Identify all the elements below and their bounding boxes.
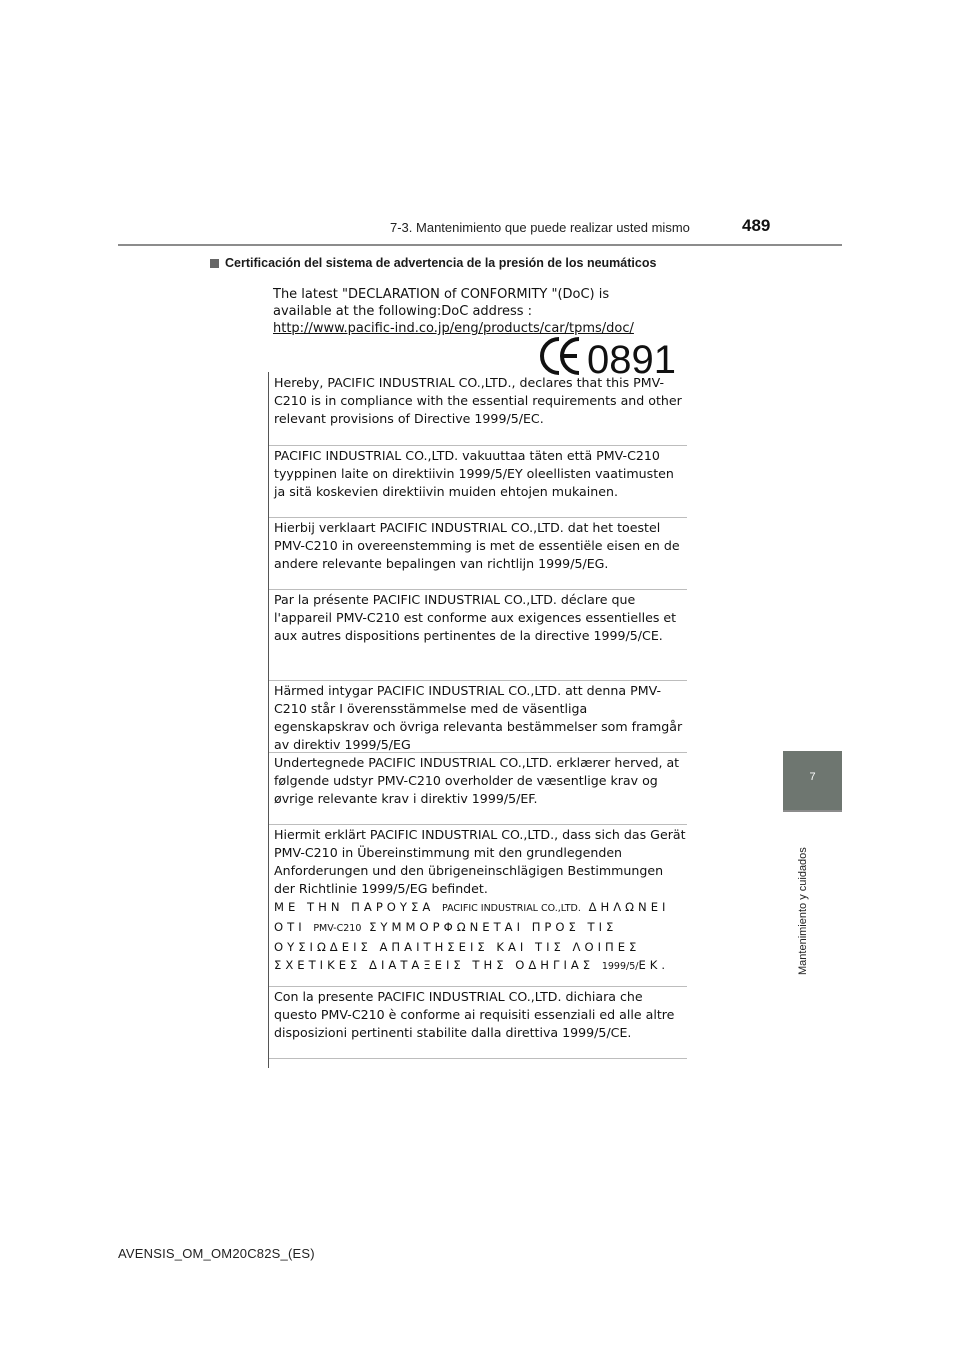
doc-intro [273, 286, 693, 337]
declaration-da: Undertegnede PACIFIC INDUSTRIAL CO.,LTD. erklærer herved, at følgende udstyr PMV-C210 overholder de væsentlige krav og øvrige relevante krav i direktiv 1999/5/EF. [274, 755, 680, 806]
declaration-it: Con la presente PACIFIC INDUSTRIAL CO.,LTD. dichiara che questo PMV-C210 è conforme ai requisiti essenziali ed alle altre disposizioni pertinenti stabilite dalla direttiva 1999/5/CE. [274, 989, 675, 1040]
declaration-el-directive: 1999/5/ [601, 961, 639, 972]
row-divider [269, 824, 687, 825]
doc-address-link[interactable]: http://www.pacific-ind.co.jp/eng/products/car/tpms/doc/ [273, 321, 634, 336]
row-divider [269, 1058, 687, 1059]
page-number: 489 [742, 216, 771, 235]
header-rule [118, 244, 842, 246]
row-divider [269, 517, 687, 518]
footer-doc-code: AVENSIS_OM_OM20C82S_(ES) [118, 1246, 315, 1261]
row-divider [269, 986, 687, 987]
declaration-el-part: ΔΗΛΩΝΕΙ ΟΤΙ [274, 900, 670, 934]
declaration-de: Hiermit erklärt PACIFIC INDUSTRIAL CO.,LTD., dass sich das Gerät PMV-C210 in Übereinstimmung mit den grundlegenden Anforderungen und den übrigeneinschlägigen Bestimmungen der Richtlinie 1999/5/EG befindet. [274, 827, 686, 896]
section-heading-text: Certificación del sistema de advertencia de la presión de los neumáticos [225, 256, 657, 270]
declarations-table [268, 372, 687, 1068]
declaration-el-part: ΜΕ ΤΗΝ ΠΑΡΟΥΣΑ [274, 900, 435, 914]
row-divider [269, 680, 687, 681]
chapter-tab-rule [783, 810, 842, 812]
declaration-fr: Par la présente PACIFIC INDUSTRIAL CO.,LTD. déclare que l'appareil PMV-C210 est conforme aux exigences essentielles et aux autres dispositions pertinentes de la directive 1999/5/CE. [274, 592, 677, 643]
declaration-fi: PACIFIC INDUSTRIAL CO.,LTD. vakuuttaa täten että PMV-C210 tyyppinen laite on direktiivin 1999/5/EY oleellisten vaatimusten ja sitä koskevien direktiivin muiden ehtojen mukainen. [274, 448, 674, 499]
declaration-en: Hereby, PACIFIC INDUSTRIAL CO.,LTD., declares that this PMV-C210 is in compliance with the essential requirements and other relevant provisions of Directive 1999/5/EC. [274, 375, 682, 426]
chapter-tab-label: Mantenimiento y cuidados [797, 847, 809, 975]
chapter-tab-number: 7 [809, 771, 816, 783]
intro-line-1: The latest "DECLARATION of CONFORMITY "(DoC) is [273, 287, 610, 302]
row-divider [269, 445, 687, 446]
declaration-sv: Härmed intygar PACIFIC INDUSTRIAL CO.,LTD. att denna PMV-C210 står I överensstämmelse med de väsentliga egenskapskrav och övriga relevanta bestämmelser som framgår av direktiv 1999/5/EG [274, 683, 683, 752]
declaration-el-part: ΕΚ. [638, 958, 670, 972]
ce-notified-body-number: 0891 [587, 338, 676, 377]
declaration-el [274, 898, 686, 976]
declaration-el-company: PACIFIC INDUSTRIAL CO.,LTD. [441, 903, 581, 914]
declaration-el-part: ΣΥΜΜΟΡΦΩΝΕΤΑΙ ΠΡΟΣ ΤΙΣ ΟΥΣΙΩΔΕΙΣ ΑΠΑΙΤΗΣΕΙΣ ΚΑΙ ΤΙΣ ΛΟΙΠΕΣ ΣΧΕΤΙΚΕΣ ΔΙΑΤΑΞΕΙΣ ΤΗΣ ΟΔΗΓΙΑΣ [274, 920, 641, 972]
ce-mark-icon [537, 335, 677, 377]
intro-line-2: available at the following:DoC address : [273, 304, 533, 319]
row-divider [269, 752, 687, 753]
header-section-title: 7-3. Mantenimiento que puede realizar usted mismo [390, 220, 690, 235]
section-heading [210, 256, 656, 270]
row-divider [269, 589, 687, 590]
declaration-nl: Hierbij verklaart PACIFIC INDUSTRIAL CO.,LTD. dat het toestel PMV-C210 in overeenstemming is met de essentiële eisen en de andere relevante bepalingen van richtlijn 1999/5/EG. [274, 520, 680, 571]
square-bullet-icon [210, 259, 219, 268]
declaration-el-model: PMV-C210 [313, 923, 362, 934]
